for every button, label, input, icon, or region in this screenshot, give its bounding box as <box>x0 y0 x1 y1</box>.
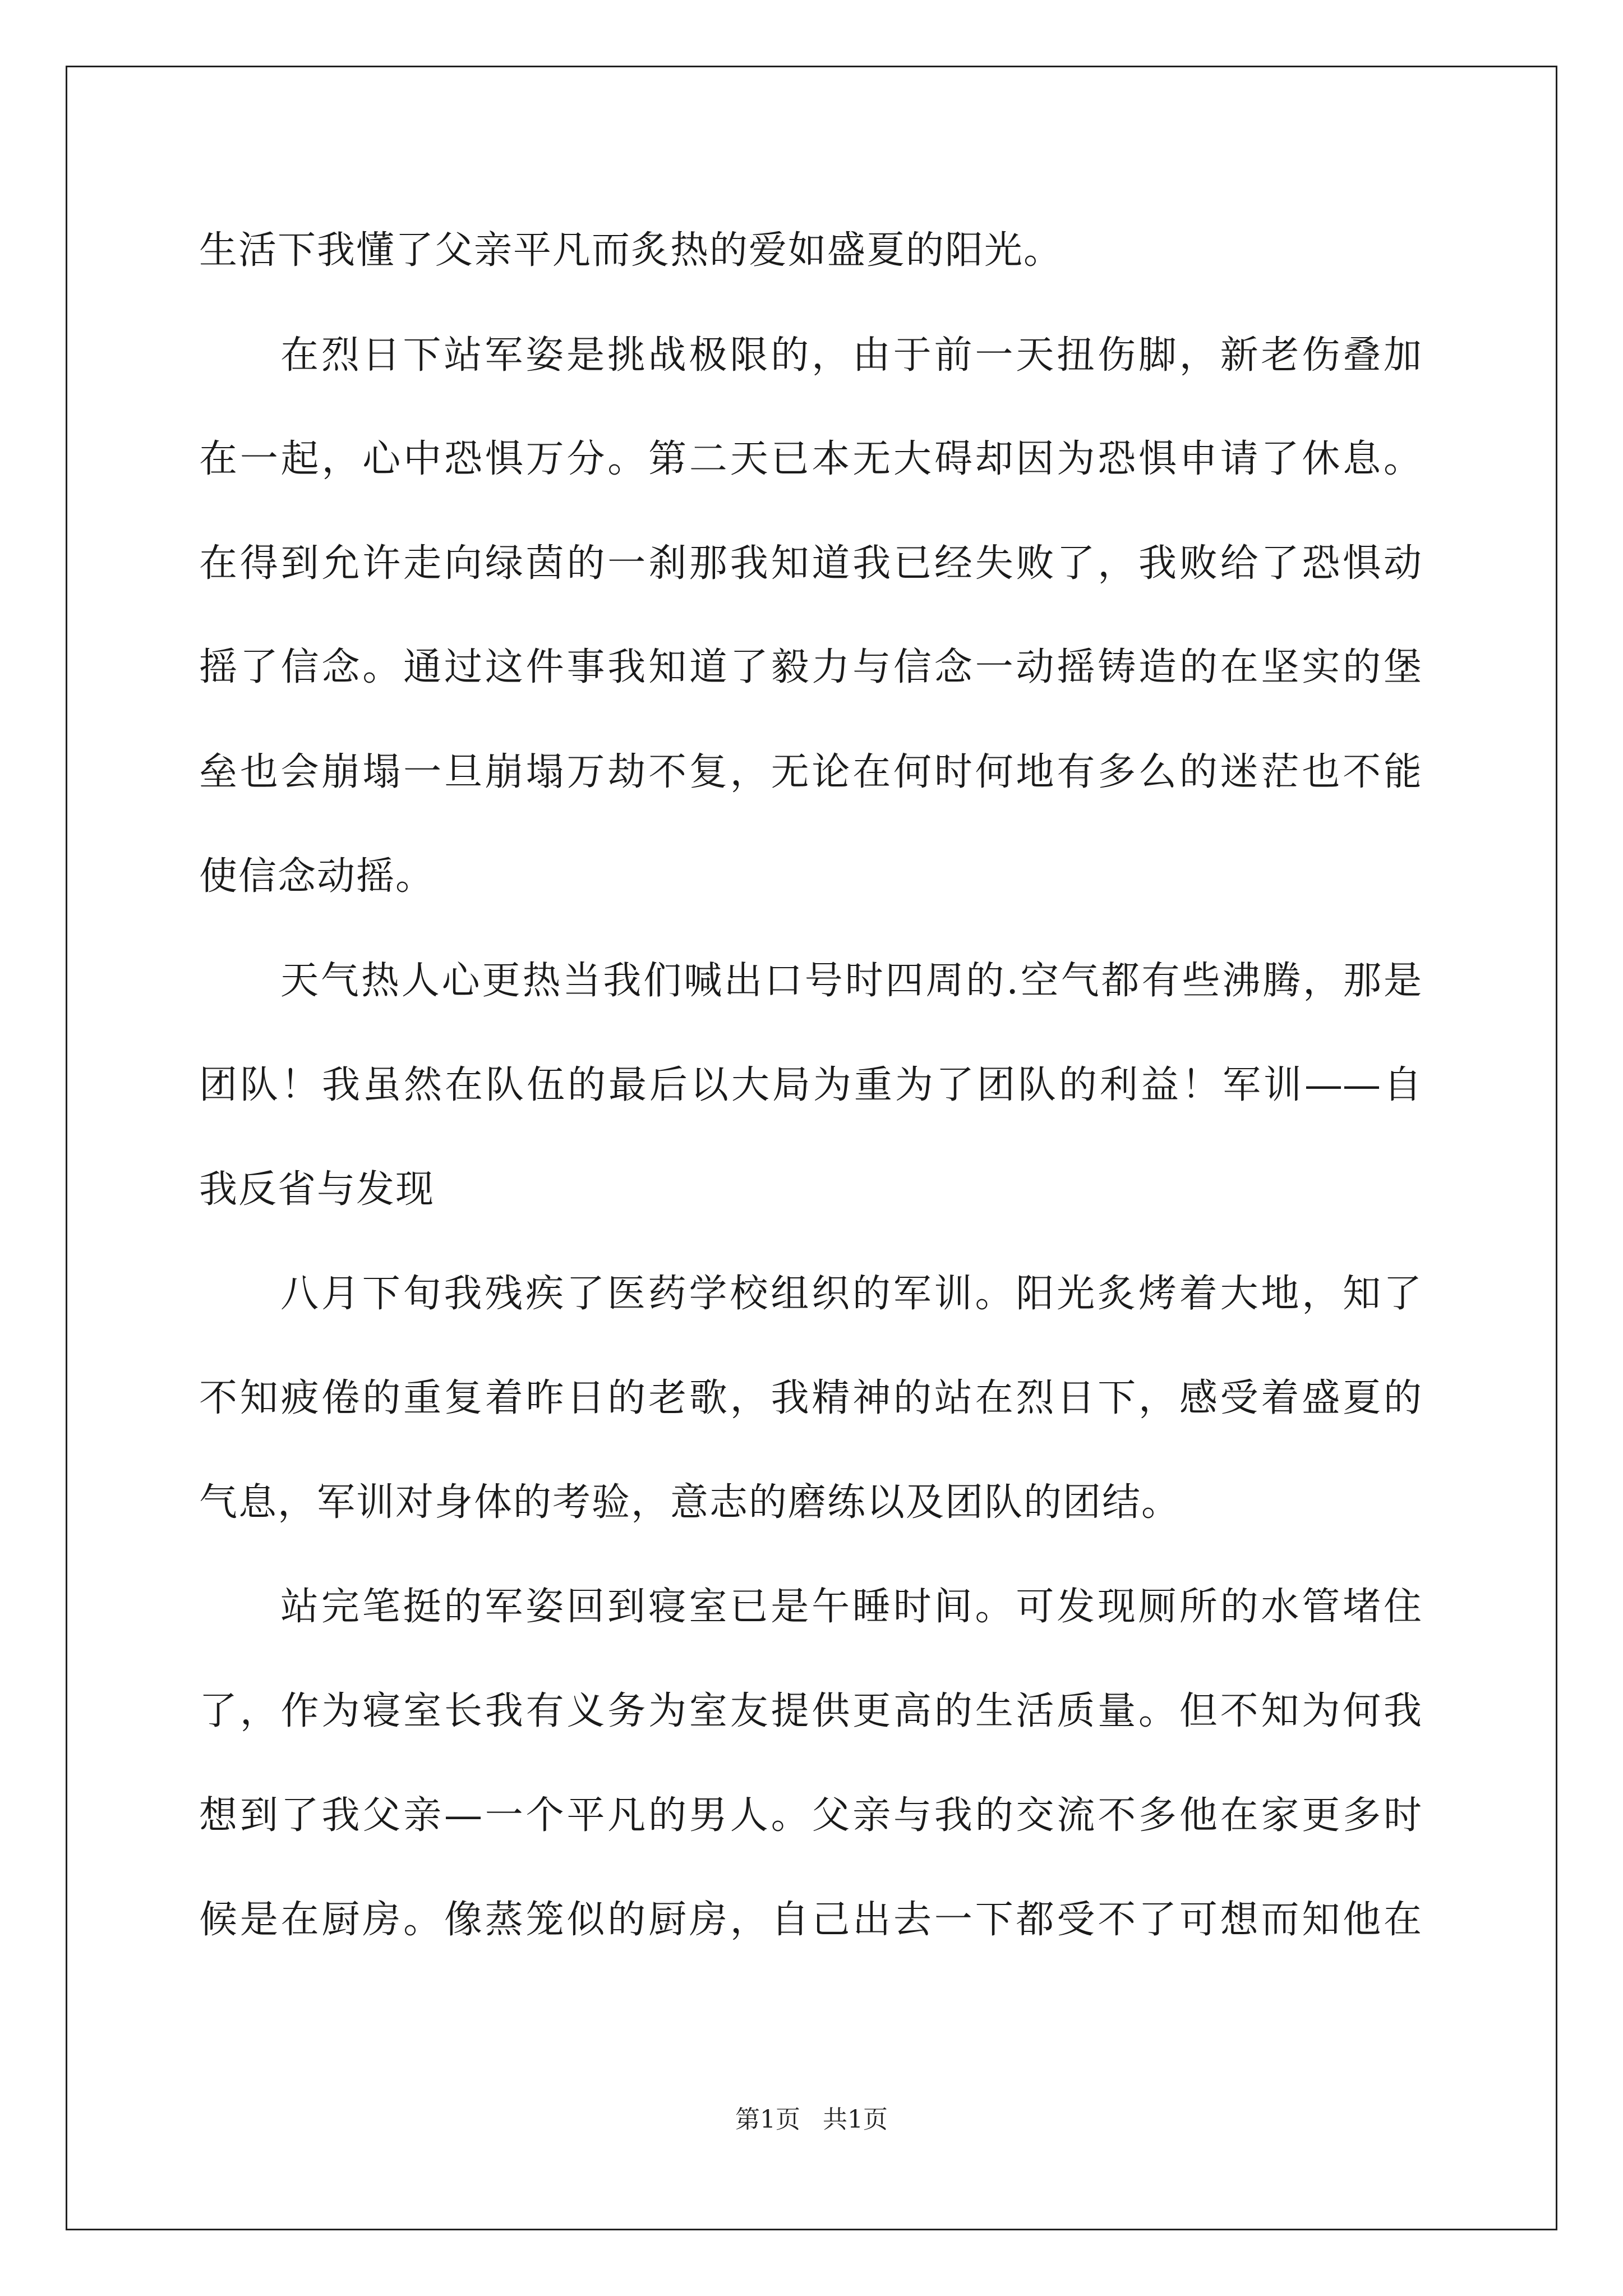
text-line: 生活下我懂了父亲平凡而炙热的爱如盛夏的阳光。 <box>199 228 1063 273</box>
page-number: 第1页 <box>735 2105 800 2134</box>
paragraph-first-line: 八月下旬我残疾了医药学校组织的军训。阳光炙烤着大地，知了 <box>280 1272 1422 1316</box>
paragraph-first-line: 天气热人心更热当我们喊出口号时四周的.空气都有些沸腾，那是 <box>280 959 1422 1003</box>
text-line: 摇了信念。通过这件事我知道了毅力与信念一动摇铸造的在坚实的堡 <box>199 645 1422 689</box>
text-line: 想到了我父亲—一个平凡的男人。父亲与我的交流不多他在家更多时 <box>199 1793 1422 1838</box>
text-line: 在得到允许走向绿茵的一刹那我知道我已经失败了，我败给了恐惧动 <box>199 541 1422 586</box>
text-line: 不知疲倦的重复着昨日的老歌，我精神的站在烈日下，感受着盛夏的 <box>199 1376 1422 1420</box>
text-line: 了，作为寝室长我有义务为室友提供更高的生活质量。但不知为何我 <box>199 1689 1422 1733</box>
paragraph-first-line: 在烈日下站军姿是挑战极限的，由于前一天扭伤脚，新老伤叠加 <box>280 333 1422 378</box>
text-line: 使信念动摇。 <box>199 854 435 899</box>
text-line: 候是在厨房。像蒸笼似的厨房，自己出去一下都受不了可想而知他在 <box>199 1898 1422 1942</box>
text-line: 我反省与发现 <box>199 1167 435 1212</box>
text-line: 垒也会崩塌一旦崩塌万劫不复，无论在何时何地有多么的迷茫也不能 <box>199 750 1422 794</box>
text-line: 团队！我虽然在队伍的最后以大局为重为了团队的利益！军训——自 <box>199 1063 1422 1107</box>
text-line: 气息，军训对身体的考验，意志的磨练以及团队的团结。 <box>199 1480 1181 1525</box>
paragraph-first-line: 站完笔挺的军姿回到寝室已是午睡时间。可发现厕所的水管堵住 <box>280 1585 1422 1629</box>
page-footer <box>0 2099 1623 2135</box>
page-total: 共1页 <box>823 2105 888 2134</box>
text-line: 在一起，心中恐惧万分。第二天已本无大碍却因为恐惧申请了休息。 <box>199 437 1422 481</box>
